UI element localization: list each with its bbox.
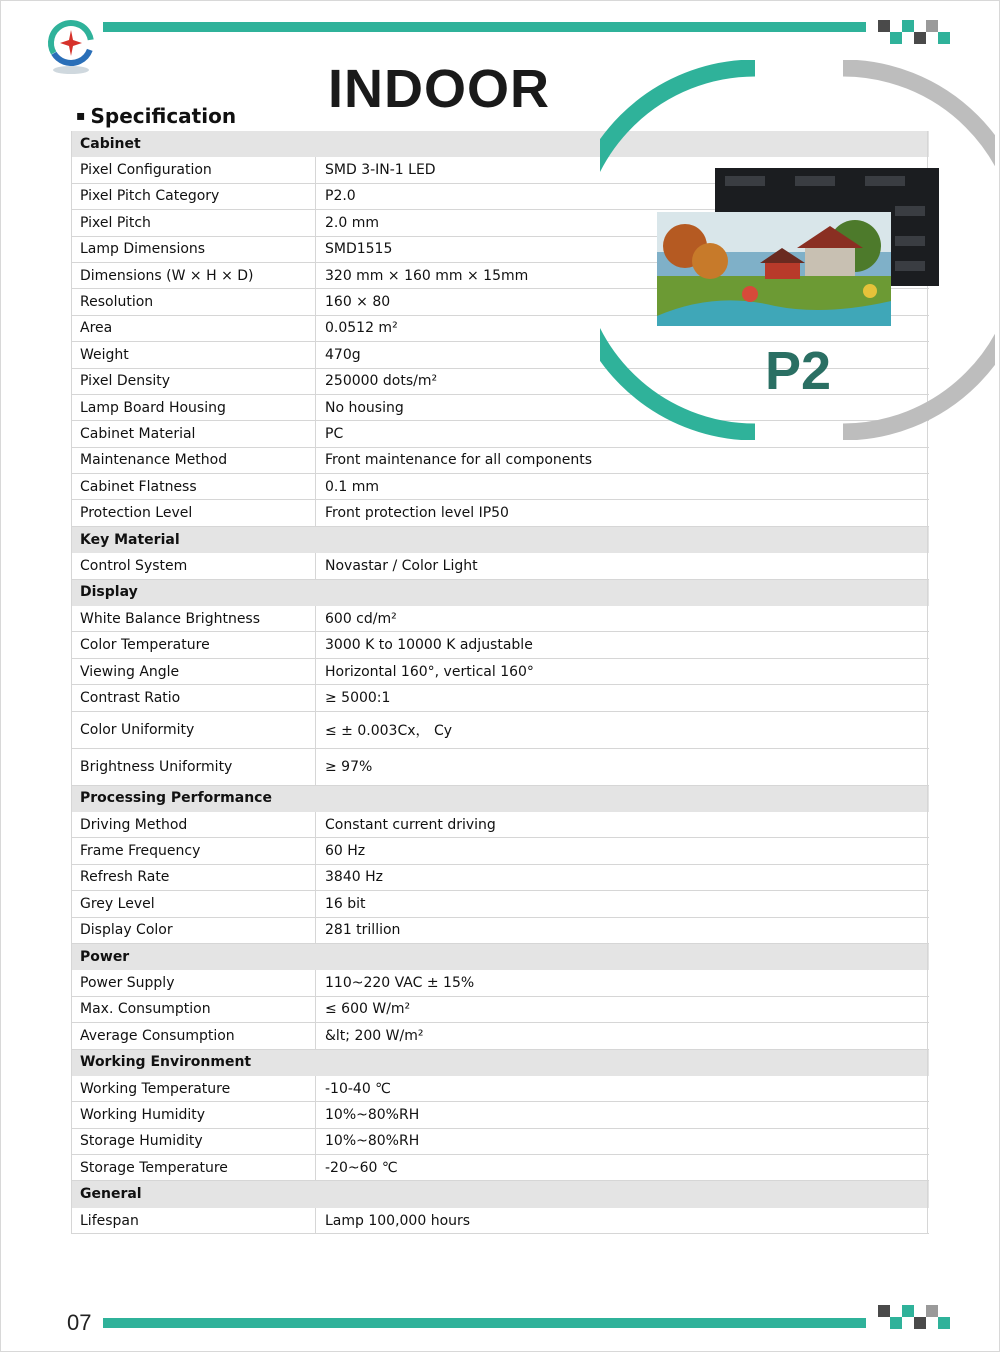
spec-value: 0.1 mm bbox=[325, 478, 379, 495]
spec-value: Novastar / Color Light bbox=[325, 557, 478, 574]
top-accent-bar bbox=[103, 22, 866, 32]
spec-label: Display Color bbox=[71, 918, 316, 943]
table-row bbox=[71, 865, 929, 891]
spec-value: Lamp 100,000 hours bbox=[325, 1212, 471, 1229]
spec-value: 470g bbox=[325, 346, 361, 363]
table-row bbox=[71, 1076, 929, 1102]
section-heading bbox=[76, 104, 236, 128]
spec-value: ≥ 5000:1 bbox=[325, 689, 391, 706]
spec-label: White Balance Brightness bbox=[71, 606, 316, 631]
spec-label: Max. Consumption bbox=[71, 997, 316, 1022]
spec-value: 2.0 mm bbox=[325, 214, 379, 231]
spec-label: Lamp Board Housing bbox=[71, 395, 316, 420]
table-section-header bbox=[71, 1050, 929, 1076]
table-row bbox=[71, 712, 929, 749]
spec-value: ≤ 600 W/m² bbox=[325, 1001, 411, 1018]
spec-label: Pixel Pitch Category bbox=[71, 184, 316, 209]
spec-label: Pixel Configuration bbox=[71, 157, 316, 182]
spec-label: Pixel Pitch bbox=[71, 210, 316, 235]
spec-value bbox=[316, 1050, 929, 1075]
table-section-header bbox=[71, 527, 929, 553]
table-row bbox=[71, 970, 929, 996]
section-title: General bbox=[80, 1186, 142, 1203]
page-number: 07 bbox=[67, 1310, 92, 1335]
spec-label: Lifespan bbox=[71, 1208, 316, 1233]
spec-value: 160 × 80 bbox=[325, 294, 391, 311]
spec-label: Average Consumption bbox=[71, 1023, 316, 1048]
spec-value: Constant current driving bbox=[325, 816, 496, 833]
spec-value bbox=[316, 580, 929, 605]
spec-label: Working Temperature bbox=[71, 1076, 316, 1101]
spec-label: Protection Level bbox=[71, 500, 316, 525]
spec-label: Working Humidity bbox=[71, 1102, 316, 1127]
spec-value: -20~60 ℃ bbox=[325, 1159, 398, 1176]
table-row bbox=[71, 448, 929, 474]
table-row bbox=[71, 1155, 929, 1181]
spec-value: 0.0512 m² bbox=[325, 320, 398, 337]
table-row bbox=[71, 1023, 929, 1049]
spec-label: Dimensions (W × H × D) bbox=[71, 263, 316, 288]
spec-value: PC bbox=[325, 425, 344, 442]
spec-label: Color Temperature bbox=[71, 632, 316, 657]
section-title: Power bbox=[80, 948, 130, 965]
section-title: Processing Performance bbox=[80, 790, 272, 807]
spec-value: Front protection level IP50 bbox=[325, 505, 509, 522]
section-title: Working Environment bbox=[80, 1054, 252, 1071]
section-title: Display bbox=[80, 584, 138, 601]
spec-value: 10%~80%RH bbox=[325, 1133, 420, 1150]
table-row bbox=[71, 918, 929, 944]
spec-label: Weight bbox=[71, 342, 316, 367]
spec-label: Control System bbox=[71, 553, 316, 578]
spec-label: Maintenance Method bbox=[71, 448, 316, 473]
table-row bbox=[71, 1129, 929, 1155]
table-section-header bbox=[71, 786, 929, 812]
spec-label: Viewing Angle bbox=[71, 659, 316, 684]
spec-value: ≤ ± 0.003Cx， Cy bbox=[325, 722, 453, 739]
table-row bbox=[71, 1102, 929, 1128]
spec-value: 10%~80%RH bbox=[325, 1106, 420, 1123]
spec-value: 600 cd/m² bbox=[325, 610, 397, 627]
spec-label: Resolution bbox=[71, 289, 316, 314]
table-row bbox=[71, 474, 929, 500]
spec-value: SMD1515 bbox=[325, 241, 393, 258]
spec-value: 281 trillion bbox=[325, 922, 401, 939]
table-row bbox=[71, 838, 929, 864]
decorative-squares-icon bbox=[878, 20, 950, 46]
heading-bullet: ▪ bbox=[76, 108, 86, 124]
table-section-header bbox=[71, 1181, 929, 1207]
company-logo-icon bbox=[44, 18, 98, 80]
spec-value: SMD 3-IN-1 LED bbox=[325, 162, 436, 179]
table-row bbox=[71, 606, 929, 632]
spec-value bbox=[316, 1181, 929, 1206]
page-title: INDOOR bbox=[328, 59, 550, 119]
spec-label: Grey Level bbox=[71, 891, 316, 916]
table-row bbox=[71, 553, 929, 579]
section-heading-text: Specification bbox=[90, 104, 237, 128]
table-row bbox=[71, 685, 929, 711]
spec-label: Frame Frequency bbox=[71, 838, 316, 863]
section-title: Key Material bbox=[80, 531, 180, 548]
section-title: Cabinet bbox=[80, 135, 141, 152]
spec-value: No housing bbox=[325, 399, 404, 416]
spec-value: 3000 K to 10000 K adjustable bbox=[325, 637, 533, 654]
spec-value: &lt; 200 W/m² bbox=[325, 1027, 424, 1044]
spec-label: Cabinet Flatness bbox=[71, 474, 316, 499]
spec-value: 16 bit bbox=[325, 895, 366, 912]
spec-label: Area bbox=[71, 316, 316, 341]
table-row bbox=[71, 632, 929, 658]
spec-label: Color Uniformity bbox=[71, 712, 316, 748]
spec-label: Power Supply bbox=[71, 970, 316, 995]
spec-value: 320 mm × 160 mm × 15mm bbox=[325, 267, 529, 284]
table-section-header bbox=[71, 944, 929, 970]
decorative-squares-icon bbox=[878, 1305, 950, 1331]
table-row bbox=[71, 659, 929, 685]
spec-label: Storage Humidity bbox=[71, 1129, 316, 1154]
table-row bbox=[71, 997, 929, 1023]
spec-value: 3840 Hz bbox=[325, 869, 383, 886]
bottom-accent-bar bbox=[103, 1318, 866, 1328]
spec-value: 250000 dots/m² bbox=[325, 373, 438, 390]
table-row bbox=[71, 1208, 929, 1234]
spec-label: Driving Method bbox=[71, 812, 316, 837]
model-badge: P2 bbox=[765, 341, 832, 401]
table-row bbox=[71, 891, 929, 917]
spec-value: -10-40 ℃ bbox=[325, 1080, 391, 1097]
spec-value: Horizontal 160°, vertical 160° bbox=[325, 663, 534, 680]
spec-value bbox=[316, 527, 929, 552]
table-section-header bbox=[71, 580, 929, 606]
table-row bbox=[71, 500, 929, 526]
spec-value bbox=[316, 786, 929, 811]
table-row bbox=[71, 749, 929, 786]
spec-value: Front maintenance for all components bbox=[325, 452, 593, 469]
table-row bbox=[71, 812, 929, 838]
spec-label: Lamp Dimensions bbox=[71, 237, 316, 262]
spec-value: 60 Hz bbox=[325, 843, 366, 860]
spec-value: P2.0 bbox=[325, 188, 356, 205]
spec-label: Cabinet Material bbox=[71, 421, 316, 446]
spec-value: ≥ 97% bbox=[325, 758, 373, 775]
spec-label: Contrast Ratio bbox=[71, 685, 316, 710]
spec-value: 110~220 VAC ± 15% bbox=[325, 975, 475, 992]
spec-label: Pixel Density bbox=[71, 369, 316, 394]
spec-label: Brightness Uniformity bbox=[71, 749, 316, 785]
spec-value bbox=[316, 944, 929, 969]
led-module-image bbox=[655, 166, 940, 328]
spec-label: Storage Temperature bbox=[71, 1155, 316, 1180]
spec-label: Refresh Rate bbox=[71, 865, 316, 890]
